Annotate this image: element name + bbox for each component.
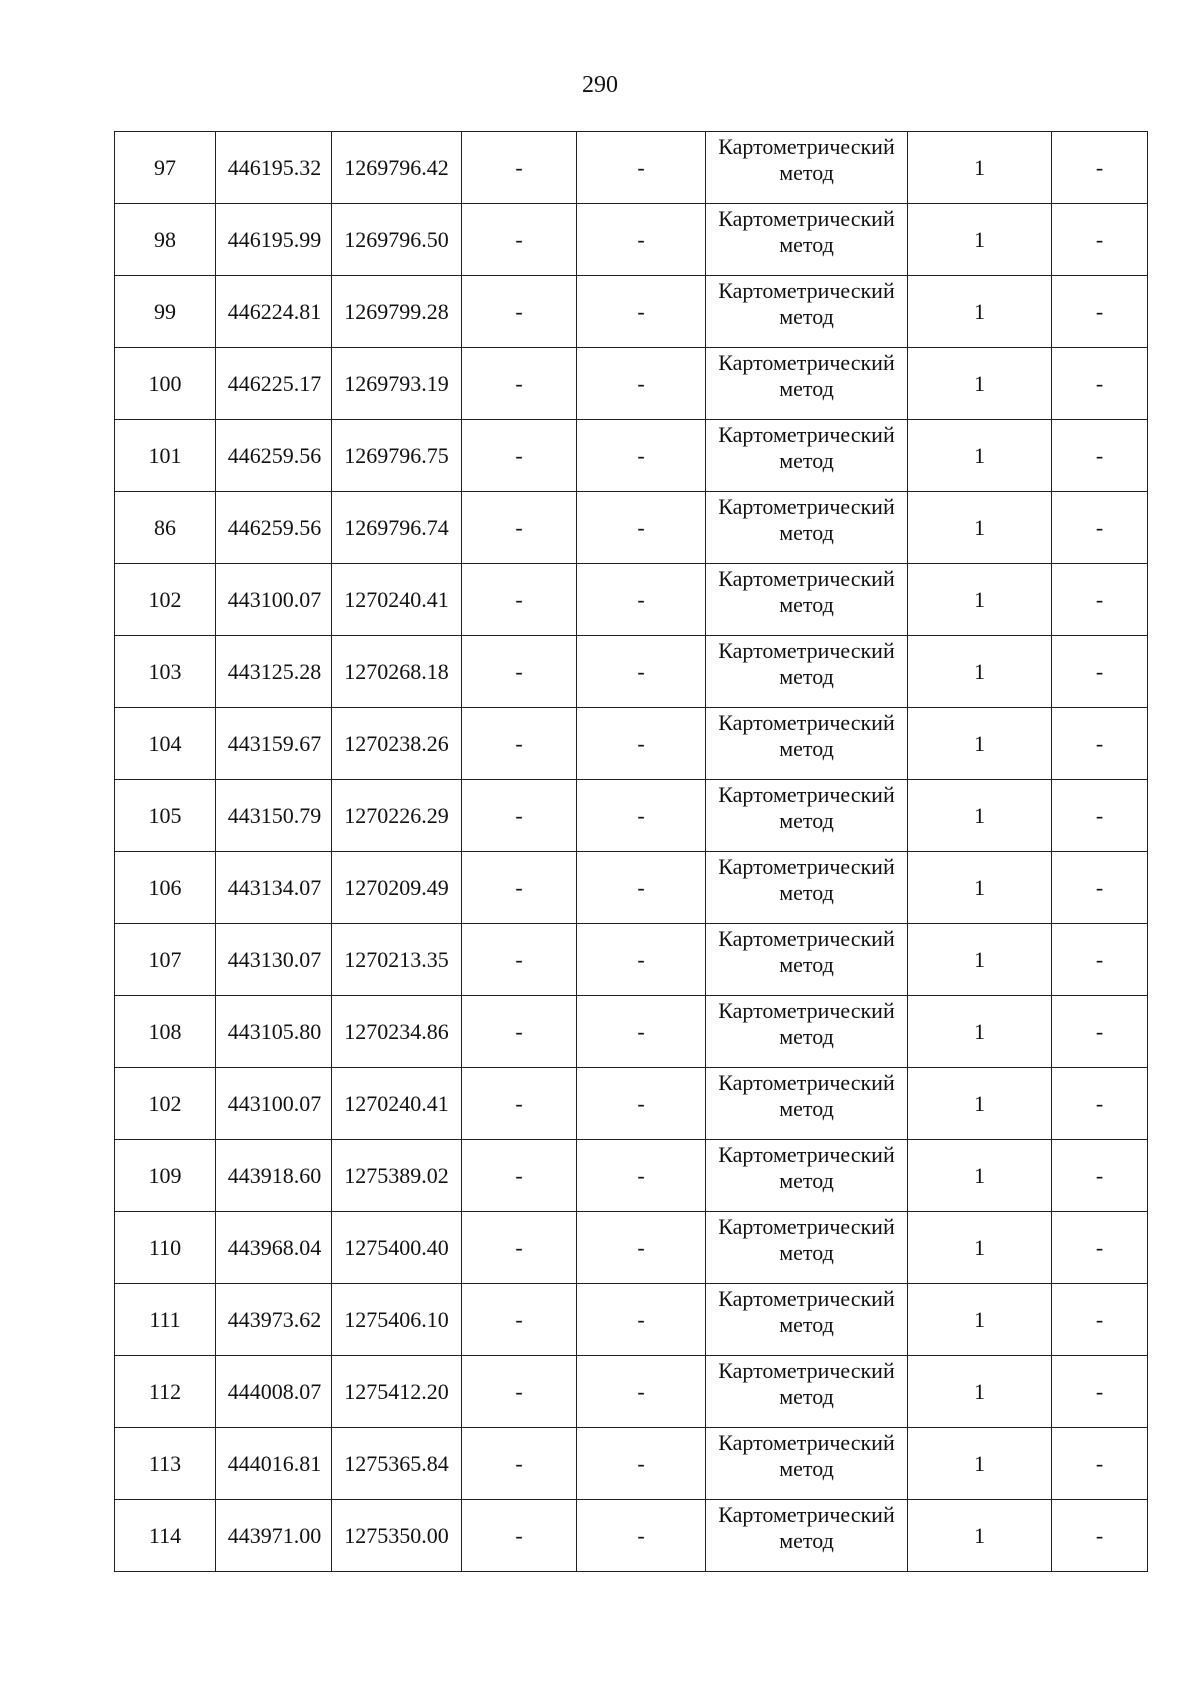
method-cell [706,204,908,276]
method-cell [706,852,908,924]
accuracy-cell: 1 [908,1356,1052,1428]
dash-cell: - [577,852,706,924]
method-line-2: метод [779,664,834,689]
dash-cell: - [462,492,577,564]
dash-cell: - [1052,1068,1148,1140]
dash-cell: - [462,420,577,492]
y-coordinate-cell: 1270234.86 [332,996,462,1068]
dash-cell: - [577,132,706,204]
point-number-cell: 100 [115,348,216,420]
table-row [115,132,1148,204]
method-line-2: метод [779,1528,834,1553]
point-number-cell: 102 [115,564,216,636]
table-row [115,636,1148,708]
point-number-cell: 86 [115,492,216,564]
dash-cell: - [1052,1284,1148,1356]
dash-cell: - [577,1140,706,1212]
dash-cell: - [577,1068,706,1140]
y-coordinate-cell: 1269799.28 [332,276,462,348]
y-coordinate-cell: 1269796.42 [332,132,462,204]
dash-cell: - [462,564,577,636]
x-coordinate-cell: 443100.07 [216,564,332,636]
point-number-cell: 102 [115,1068,216,1140]
method-line-2: метод [779,952,834,977]
dash-cell: - [1052,924,1148,996]
method-line-1: Картометрический [718,1142,895,1167]
coordinates-table [114,131,1148,1572]
y-coordinate-cell: 1269796.50 [332,204,462,276]
dash-cell: - [462,1356,577,1428]
method-cell [706,348,908,420]
point-number-cell: 97 [115,132,216,204]
method-line-2: метод [779,1456,834,1481]
x-coordinate-cell: 443150.79 [216,780,332,852]
dash-cell: - [462,1212,577,1284]
dash-cell: - [1052,132,1148,204]
point-number-cell: 109 [115,1140,216,1212]
point-number-cell: 107 [115,924,216,996]
method-line-2: метод [779,736,834,761]
method-cell [706,132,908,204]
method-line-1: Картометрический [718,1430,895,1455]
dash-cell: - [577,348,706,420]
method-cell [706,1356,908,1428]
y-coordinate-cell: 1275365.84 [332,1428,462,1500]
method-cell [706,636,908,708]
dash-cell: - [1052,708,1148,780]
dash-cell: - [462,708,577,780]
dash-cell: - [1052,420,1148,492]
accuracy-cell: 1 [908,1284,1052,1356]
table-row [115,996,1148,1068]
x-coordinate-cell: 444016.81 [216,1428,332,1500]
method-line-2: метод [779,1312,834,1337]
dash-cell: - [462,636,577,708]
dash-cell: - [577,708,706,780]
dash-cell: - [1052,348,1148,420]
x-coordinate-cell: 443159.67 [216,708,332,780]
point-number-cell: 99 [115,276,216,348]
coordinates-table-body [115,132,1148,1572]
method-line-1: Картометрический [718,1358,895,1383]
y-coordinate-cell: 1269796.74 [332,492,462,564]
dash-cell: - [577,996,706,1068]
point-number-cell: 104 [115,708,216,780]
dash-cell: - [462,996,577,1068]
dash-cell: - [1052,276,1148,348]
accuracy-cell: 1 [908,132,1052,204]
y-coordinate-cell: 1270240.41 [332,1068,462,1140]
method-line-1: Картометрический [718,494,895,519]
point-number-cell: 112 [115,1356,216,1428]
point-number-cell: 106 [115,852,216,924]
accuracy-cell: 1 [908,780,1052,852]
dash-cell: - [1052,1356,1148,1428]
x-coordinate-cell: 443100.07 [216,1068,332,1140]
method-line-1: Картометрический [718,710,895,735]
method-cell [706,924,908,996]
method-line-1: Картометрический [718,566,895,591]
method-cell [706,780,908,852]
x-coordinate-cell: 444008.07 [216,1356,332,1428]
x-coordinate-cell: 443968.04 [216,1212,332,1284]
point-number-cell: 110 [115,1212,216,1284]
method-line-1: Картометрический [718,1502,895,1527]
accuracy-cell: 1 [908,420,1052,492]
method-cell [706,276,908,348]
x-coordinate-cell: 446259.56 [216,492,332,564]
dash-cell: - [577,1356,706,1428]
point-number-cell: 113 [115,1428,216,1500]
accuracy-cell: 1 [908,1140,1052,1212]
method-line-1: Картометрический [718,998,895,1023]
method-line-2: метод [779,448,834,473]
dash-cell: - [577,276,706,348]
accuracy-cell: 1 [908,636,1052,708]
method-cell [706,996,908,1068]
accuracy-cell: 1 [908,924,1052,996]
dash-cell: - [577,1284,706,1356]
method-line-1: Картометрический [718,854,895,879]
table-row [115,1500,1148,1572]
method-line-1: Картометрический [718,278,895,303]
table-row [115,708,1148,780]
table-row [115,204,1148,276]
dash-cell: - [577,1500,706,1572]
method-line-2: метод [779,232,834,257]
method-line-1: Картометрический [718,1214,895,1239]
dash-cell: - [1052,1428,1148,1500]
method-line-1: Картометрический [718,422,895,447]
method-line-2: метод [779,592,834,617]
point-number-cell: 101 [115,420,216,492]
dash-cell: - [1052,564,1148,636]
dash-cell: - [462,852,577,924]
x-coordinate-cell: 443125.28 [216,636,332,708]
x-coordinate-cell: 443973.62 [216,1284,332,1356]
table-row [115,780,1148,852]
table-row [115,1212,1148,1284]
method-line-2: метод [779,304,834,329]
dash-cell: - [1052,852,1148,924]
x-coordinate-cell: 443971.00 [216,1500,332,1572]
dash-cell: - [1052,1500,1148,1572]
accuracy-cell: 1 [908,1428,1052,1500]
dash-cell: - [1052,1212,1148,1284]
point-number-cell: 108 [115,996,216,1068]
accuracy-cell: 1 [908,276,1052,348]
y-coordinate-cell: 1275389.02 [332,1140,462,1212]
x-coordinate-cell: 446259.56 [216,420,332,492]
dash-cell: - [462,1500,577,1572]
dash-cell: - [1052,1140,1148,1212]
dash-cell: - [462,348,577,420]
x-coordinate-cell: 446195.32 [216,132,332,204]
dash-cell: - [462,1068,577,1140]
table-row [115,348,1148,420]
method-line-2: метод [779,376,834,401]
accuracy-cell: 1 [908,1212,1052,1284]
dash-cell: - [462,276,577,348]
method-line-2: метод [779,1024,834,1049]
y-coordinate-cell: 1269793.19 [332,348,462,420]
accuracy-cell: 1 [908,492,1052,564]
x-coordinate-cell: 443130.07 [216,924,332,996]
table-row [115,1284,1148,1356]
point-number-cell: 105 [115,780,216,852]
y-coordinate-cell: 1275400.40 [332,1212,462,1284]
method-line-2: метод [779,880,834,905]
method-cell [706,1500,908,1572]
method-line-1: Картометрический [718,206,895,231]
table-row [115,492,1148,564]
accuracy-cell: 1 [908,708,1052,780]
table-row [115,1140,1148,1212]
accuracy-cell: 1 [908,1068,1052,1140]
y-coordinate-cell: 1270268.18 [332,636,462,708]
dash-cell: - [577,780,706,852]
method-cell [706,420,908,492]
table-row [115,420,1148,492]
method-line-2: метод [779,1384,834,1409]
dash-cell: - [462,780,577,852]
accuracy-cell: 1 [908,1500,1052,1572]
point-number-cell: 98 [115,204,216,276]
method-cell [706,1212,908,1284]
dash-cell: - [577,636,706,708]
table-row [115,276,1148,348]
x-coordinate-cell: 446195.99 [216,204,332,276]
method-line-2: метод [779,1096,834,1121]
table-row [115,924,1148,996]
method-line-1: Картометрический [718,1286,895,1311]
table-row [115,564,1148,636]
dash-cell: - [577,492,706,564]
point-number-cell: 114 [115,1500,216,1572]
page-number: 290 [582,72,618,98]
method-cell [706,1140,908,1212]
table-row [115,1428,1148,1500]
y-coordinate-cell: 1270213.35 [332,924,462,996]
y-coordinate-cell: 1275350.00 [332,1500,462,1572]
method-line-1: Картометрический [718,926,895,951]
dash-cell: - [462,204,577,276]
dash-cell: - [1052,636,1148,708]
dash-cell: - [1052,996,1148,1068]
method-line-2: метод [779,160,834,185]
method-line-2: метод [779,808,834,833]
accuracy-cell: 1 [908,204,1052,276]
accuracy-cell: 1 [908,996,1052,1068]
y-coordinate-cell: 1270209.49 [332,852,462,924]
method-cell [706,492,908,564]
table-row [115,1068,1148,1140]
accuracy-cell: 1 [908,564,1052,636]
y-coordinate-cell: 1270240.41 [332,564,462,636]
point-number-cell: 103 [115,636,216,708]
table-row [115,1356,1148,1428]
y-coordinate-cell: 1270226.29 [332,780,462,852]
dash-cell: - [1052,780,1148,852]
dash-cell: - [462,1284,577,1356]
dash-cell: - [577,564,706,636]
method-cell [706,1428,908,1500]
y-coordinate-cell: 1269796.75 [332,420,462,492]
table-row [115,852,1148,924]
dash-cell: - [1052,204,1148,276]
accuracy-cell: 1 [908,852,1052,924]
dash-cell: - [462,924,577,996]
method-line-2: метод [779,1168,834,1193]
method-line-1: Картометрический [718,782,895,807]
method-line-2: метод [779,520,834,545]
dash-cell: - [577,420,706,492]
dash-cell: - [462,132,577,204]
method-cell [706,564,908,636]
dash-cell: - [577,1428,706,1500]
method-cell [706,1284,908,1356]
y-coordinate-cell: 1275412.20 [332,1356,462,1428]
dash-cell: - [462,1140,577,1212]
y-coordinate-cell: 1275406.10 [332,1284,462,1356]
accuracy-cell: 1 [908,348,1052,420]
method-line-1: Картометрический [718,134,895,159]
dash-cell: - [577,1212,706,1284]
x-coordinate-cell: 446225.17 [216,348,332,420]
method-line-1: Картометрический [718,1070,895,1095]
dash-cell: - [577,924,706,996]
method-cell [706,708,908,780]
method-cell [706,1068,908,1140]
method-line-1: Картометрический [718,638,895,663]
x-coordinate-cell: 443105.80 [216,996,332,1068]
x-coordinate-cell: 446224.81 [216,276,332,348]
point-number-cell: 111 [115,1284,216,1356]
y-coordinate-cell: 1270238.26 [332,708,462,780]
method-line-2: метод [779,1240,834,1265]
x-coordinate-cell: 443918.60 [216,1140,332,1212]
dash-cell: - [577,204,706,276]
method-line-1: Картометрический [718,350,895,375]
dash-cell: - [1052,492,1148,564]
x-coordinate-cell: 443134.07 [216,852,332,924]
dash-cell: - [462,1428,577,1500]
